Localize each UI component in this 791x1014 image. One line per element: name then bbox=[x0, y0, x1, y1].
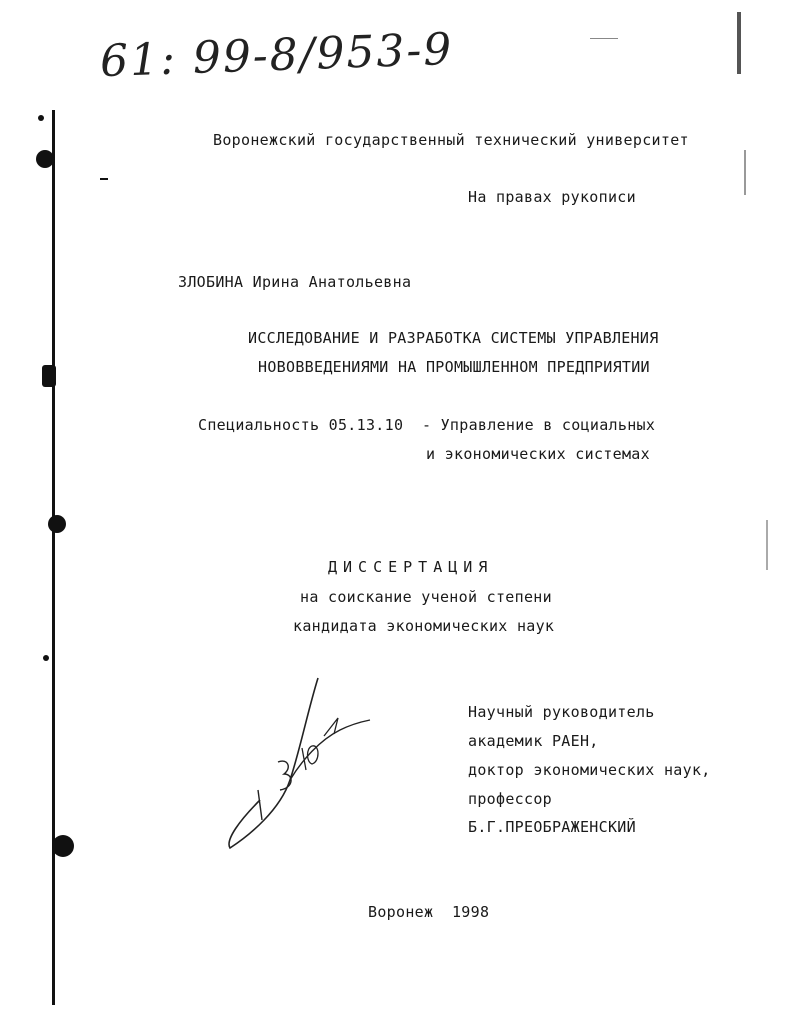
work-type-line-1: на соискание ученой степени bbox=[300, 588, 552, 606]
supervisor-line-3: доктор экономических наук, bbox=[468, 761, 711, 779]
binding-hole bbox=[52, 835, 74, 857]
scan-tick bbox=[100, 178, 108, 180]
binding-hole bbox=[42, 365, 56, 387]
university-name: Воронежский государственный технический университет bbox=[213, 131, 689, 149]
dissertation-title-line-2: НОВОВВЕДЕНИЯМИ НА ПРОМЫШЛЕННОМ ПРЕДПРИЯТИИ bbox=[258, 358, 650, 376]
binding-dot bbox=[38, 115, 44, 121]
supervisor-line-1: Научный руководитель bbox=[468, 703, 655, 721]
supervisor-line-4: профессор bbox=[468, 790, 552, 808]
supervisor-line-5: Б.Г.ПРЕОБРАЖЕНСКИЙ bbox=[468, 818, 636, 836]
dissertation-title-line-1: ИССЛЕДОВАНИЕ И РАЗРАБОТКА СИСТЕМЫ УПРАВЛЕНИЯ bbox=[248, 329, 659, 347]
city-year: Воронеж 1998 bbox=[368, 903, 490, 921]
binding-dot bbox=[43, 655, 49, 661]
work-type-heading: ДИССЕРТАЦИЯ bbox=[328, 558, 494, 576]
top-right-dash bbox=[590, 38, 618, 39]
supervisor-line-2: академик РАЕН, bbox=[468, 732, 599, 750]
specialty-line-1: Специальность 05.13.10 - Управление в социальных bbox=[198, 416, 656, 434]
specialty-line-2: и экономических системах bbox=[426, 445, 650, 463]
binding-hole bbox=[48, 515, 66, 533]
binding-hole bbox=[36, 150, 54, 168]
work-type-line-2: кандидата экономических наук bbox=[293, 617, 555, 635]
binding-edge-line bbox=[52, 110, 55, 1005]
right-edge-artifact bbox=[744, 150, 746, 195]
rights-note: На правах рукописи bbox=[468, 188, 636, 206]
right-edge-artifact bbox=[766, 520, 768, 570]
archive-number: 61: 99-8/953-9 bbox=[99, 23, 455, 88]
author-name: ЗЛОБИНА Ирина Анатольевна bbox=[178, 273, 412, 291]
right-edge-artifact bbox=[737, 12, 741, 74]
signature bbox=[220, 670, 380, 860]
